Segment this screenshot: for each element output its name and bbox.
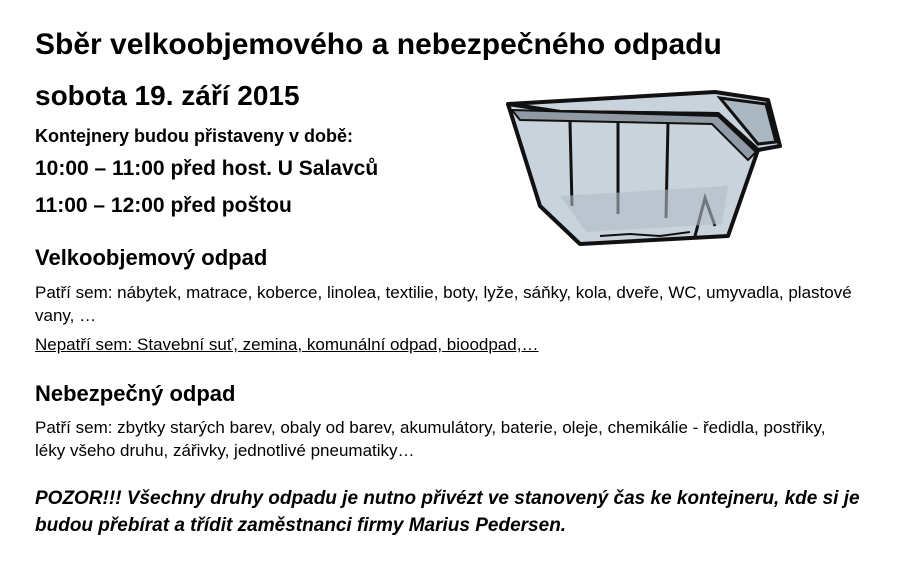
dumpster-container-icon	[500, 86, 790, 246]
warning-text: POZOR!!! Všechny druhy odpadu je nutno přivézt ve stanovený čas ke kontejneru, kde si je budou přebírat a třídit zaměstnanci firmy Marius Pedersen.	[35, 488, 860, 536]
hazardous-waste-heading: Nebezpečný odpad	[35, 381, 236, 406]
page-title: Sběr velkoobjemového a nebezpečného odpadu	[35, 28, 722, 61]
bulky-waste-belongs: Patří sem: nábytek, matrace, koberce, linolea, textilie, boty, lyže, sáňky, kola, dveře, WC, umyvadla, plastové vany, …	[35, 283, 852, 325]
time-slot-2: 11:00 – 12:00 před poštou	[35, 194, 292, 217]
bulky-waste-not-belongs: Nepatří sem: Stavební suť, zemina, komunální odpad, bioodpad,…	[35, 335, 539, 354]
hazardous-waste-belongs: Patří sem: zbytky starých barev, obaly od barev, akumulátory, baterie, oleje, chemikálie - ředidla, postřiky, léky všeho druhu, zářivky, jednotlivé pneumatiky…	[35, 418, 826, 460]
time-slot-1: 10:00 – 11:00 před host. U Salavců	[35, 157, 379, 180]
bulky-waste-heading: Velkoobjemový odpad	[35, 245, 268, 270]
event-date: sobota 19. září 2015	[35, 80, 300, 111]
schedule-lead: Kontejnery budou přistaveny v době:	[35, 126, 354, 146]
